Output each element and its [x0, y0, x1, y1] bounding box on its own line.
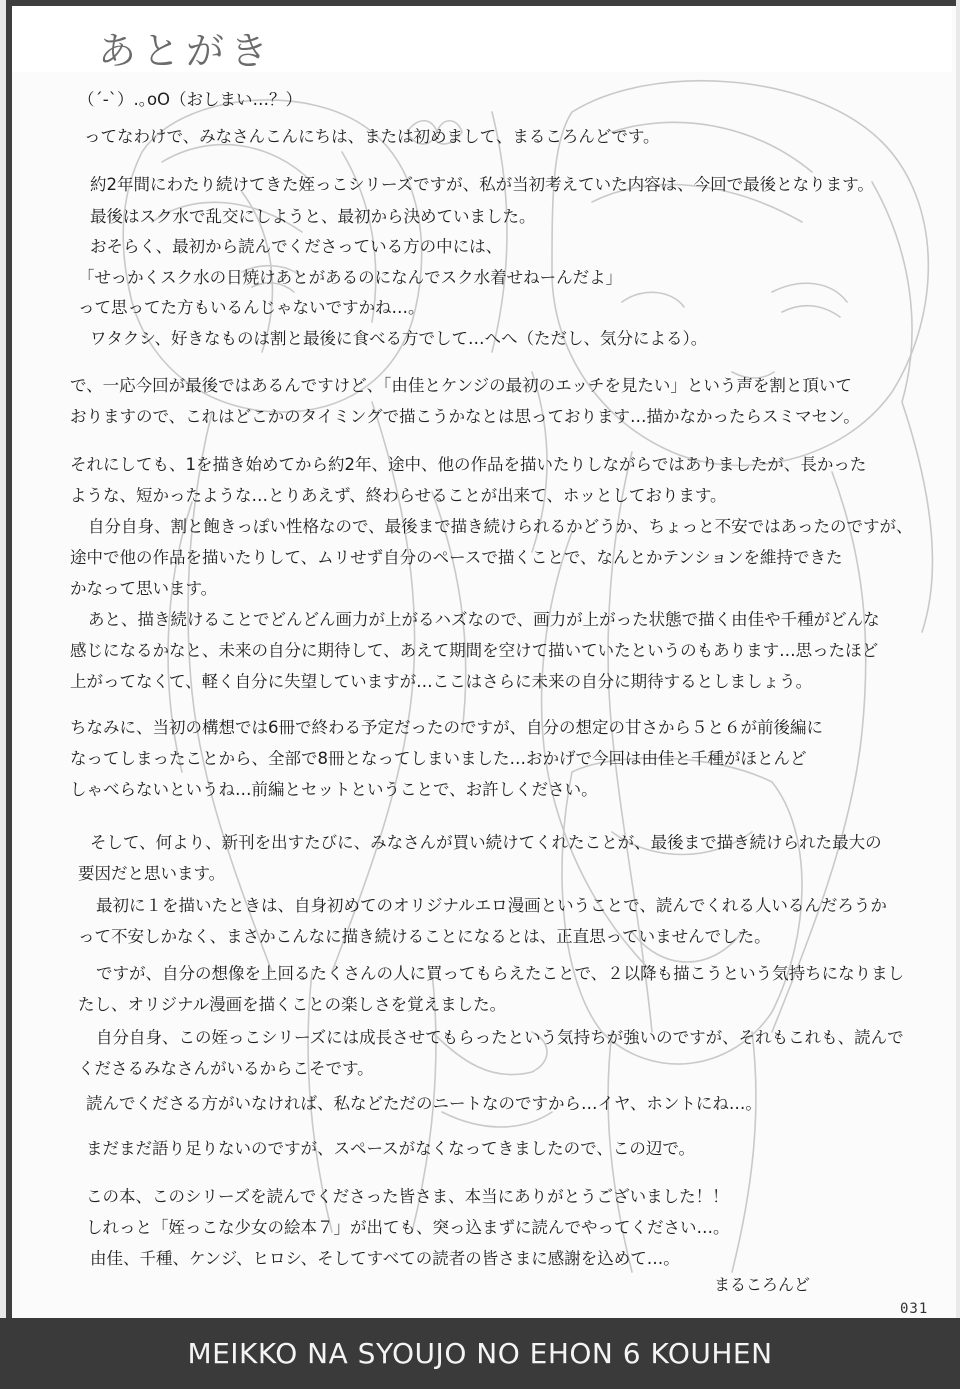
paragraph-line: 由佳、千種、ケンジ、ヒロシ、そしてすべての読者の皆さまに感謝を込めて…。 [90, 1249, 680, 1268]
paragraph-line: 要因だと思います。 [78, 864, 226, 883]
page-number: 031 [900, 1301, 929, 1317]
paragraph-line: かなって思います。 [70, 579, 218, 598]
author-signature: まるころんど [714, 1275, 811, 1294]
paragraph-line: この本、このシリーズを読んでくださった皆さま、本当にありがとうございました！！ [86, 1187, 729, 1206]
paragraph-line: おりますので、これはどこかのタイミングで描こうかなとは思っております…描かなかったらスミマセン。 [70, 407, 860, 426]
paragraph-line: しゃべらないというね…前編とセットということで、お許しください。 [70, 780, 598, 799]
paragraph-line: ワタクシ、好きなものは割と最後に食べる方でして…へへ（ただし、気分による）。 [90, 329, 708, 348]
paragraph-line: しれっと「姪っこな少女の絵本７」が出ても、突っ込まずに読んでやってください…。 [86, 1218, 730, 1237]
paragraph-line: 上がってなくて、軽く自分に失望していますが…ここはさらに未来の自分に期待するとしましょう。 [70, 672, 813, 691]
paragraph-line: 約2年間にわたり続けてきた姪っこシリーズですが、私が当初考えていた内容は、今回で最後となります。 [90, 175, 874, 194]
paragraph-line: ような、短かったような…とりあえず、終わらせることが出来て、ホッとしております。 [70, 486, 727, 505]
paragraph-line: まだまだ語り足りないのですが、スペースがなくなってきましたので、この辺で。 [86, 1139, 696, 1158]
paragraph-line: おそらく、最初から読んでくださっている方の中には、 [90, 237, 503, 256]
paragraph-line: ですが、自分の想像を上回るたくさんの人に買ってもらえたことで、２以降も描こうという気持ちになりまし [96, 964, 905, 983]
paragraph-line: なってしまったことから、全部で8冊となってしまいました…おかげで今回は由佳と千種がほとんど [70, 749, 807, 768]
paragraph-line: 「せっかくスク水の日焼けあとがあるのになんでスク水着せねーんだよ」 [78, 268, 623, 287]
paragraph-line: あと、描き続けることでどんどん画力が上がるハズなので、画力が上がった状態で描く由佳や千種がどんな [88, 610, 880, 629]
paragraph-line: って不安しかなく、まさかこんなに描き続けることになるとは、正直思っていませんでした。 [78, 927, 771, 946]
paragraph-line: それにしても、1を描き始めてから約2年、途中、他の作品を描いたりしながらではありましたが、長かった [70, 455, 867, 474]
paragraph-line: で、一応今回が最後ではあるんですけど、「由佳とケンジの最初のエッチを見たい」という声を割と頂いて [70, 376, 852, 395]
paragraph-line: 自分自身、この姪っこシリーズには成長させてもらったという気持ちが強いのですが、それもこれも、読んで [96, 1028, 904, 1047]
page-title: あとがき [98, 29, 275, 73]
book-title-footer: MEIKKO NA SYOUJO NO EHON 6 KOUHEN [187, 1337, 773, 1370]
paragraph-line: （´-`）.｡oO（おしまい…？） [78, 90, 303, 109]
paragraph-line: ってなわけで、みなさんこんにちは、または初めまして、まるころんどです。 [84, 127, 660, 146]
paragraph-line: 感じになるかなと、未来の自分に期待して、あえて期間を空けて描いていたというのもあります…思ったほど [70, 641, 879, 660]
paragraph-line: くださるみなさんがいるからこそです。 [78, 1059, 374, 1078]
paragraph-line: 自分自身、割と飽きっぽい性格なので、最後まで描き続けられるかどうか、ちょっと不安ではあったのですが、 [88, 517, 913, 536]
paragraph-line: たし、オリジナル漫画を描くことの楽しさを覚えました。 [78, 995, 507, 1014]
paragraph-line: 最後はスク水で乱交にしようと、最初から決めていました。 [90, 207, 536, 226]
paragraph-line: 読んでくださる方がいなければ、私などただのニートなのですから…イヤ、ホントにね…。 [86, 1094, 762, 1113]
paragraph-line: 途中で他の作品を描いたりして、ムリせず自分のペースで描くことで、なんとかテンションを維持できた [70, 548, 843, 567]
paragraph-line: そして、何より、新刊を出すたびに、みなさんが買い続けてくれたことが、最後まで描き続けられた最大の [90, 833, 882, 852]
paragraph-line: ちなみに、当初の構想では6冊で終わる予定だったのですが、自分の想定の甘さから５と６が前後編に [70, 718, 823, 737]
paragraph-line: って思ってた方もいるんじゃないですかね…。 [78, 298, 425, 317]
paragraph-line: 最初に１を描いたときは、自身初めてのオリジナルエロ漫画ということで、読んでくれる人いるんだろうか [96, 896, 887, 915]
